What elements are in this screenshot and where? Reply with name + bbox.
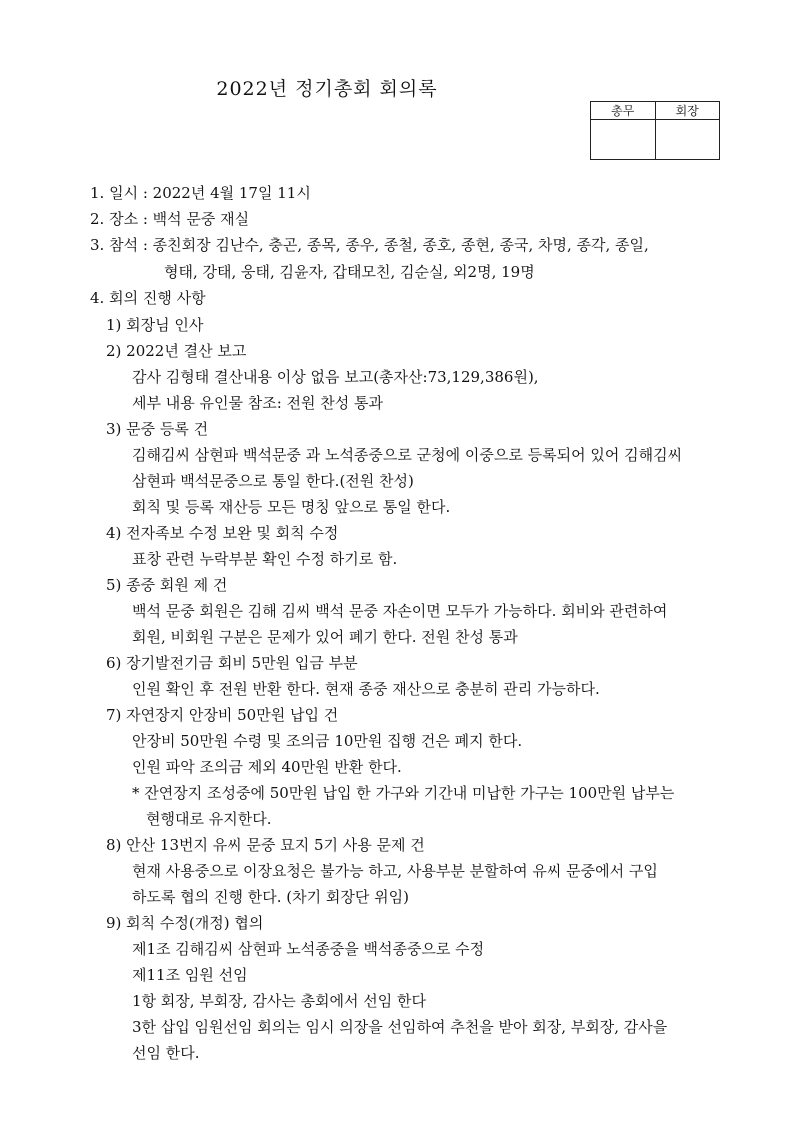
agenda-note-cont: 현행대로 유지한다. [146, 810, 272, 828]
approval-sign-treasurer [591, 120, 656, 160]
agenda-heading: 6) 장기발전기금 회비 5만원 입금 부분 [106, 654, 358, 672]
agenda-text: 안장비 50만원 수령 및 조의금 10만원 집행 건은 폐지 한다. [132, 732, 523, 750]
agenda-text: 백석 문중 회원은 김해 김씨 백석 문중 자손이면 모두가 가능하다. 회비와 관련하여 [132, 602, 668, 620]
agenda-text: 김해김씨 삼현파 백석문중 과 노석종중으로 군청에 이중으로 등록되어 있어 김해김씨 [132, 446, 683, 464]
agenda-text: 표창 관련 누락부분 확인 수정 하기로 함. [132, 550, 398, 568]
agenda-text: 인원 확인 후 전원 반환 한다. 현재 종중 재산으로 충분히 관리 가능하다. [132, 680, 600, 698]
item-place: 2. 장소 : 백석 문중 재실 [90, 210, 250, 228]
agenda-text: 현재 사용중으로 이장요청은 불가능 하고, 사용부분 분할하여 유씨 문중에서 구입 [132, 862, 658, 880]
agenda-text: 제1조 김해김씨 삼현파 노석종중을 백석종중으로 수정 [132, 940, 485, 958]
item-proceedings: 4. 회의 진행 사항 [90, 289, 206, 307]
agenda-text: 삼현파 백석문중으로 통일 한다.(전원 찬성) [132, 472, 414, 490]
agenda-text: 감사 김형태 결산내용 이상 없음 보고(총자산:73,129,386원), [132, 368, 539, 386]
agenda-heading: 5) 종중 회원 제 건 [106, 576, 228, 594]
agenda-text: 회칙 및 등록 재산등 모든 명칭 앞으로 통일 한다. [132, 498, 451, 516]
approval-label-treasurer: 총무 [591, 102, 656, 120]
agenda-text: 3한 삽입 임원선임 회의는 임시 의장을 선임하여 추천을 받아 회장, 부회장, 감사을 [132, 1018, 668, 1036]
agenda-note: * 잔연장지 조성중에 50만원 납입 한 가구와 기간내 미납한 가구는 100만원 납부는 [132, 784, 675, 802]
agenda-text: 선임 한다. [132, 1044, 200, 1062]
approval-box [590, 101, 720, 160]
agenda-heading: 9) 회칙 수정(개정) 협의 [106, 914, 264, 932]
agenda-text: 1항 회장, 부회장, 감사는 총회에서 선임 한다 [132, 992, 427, 1010]
agenda-heading: 8) 안산 13번지 유씨 문중 묘지 5기 사용 문제 건 [106, 836, 425, 854]
agenda-text: 인원 파악 조의금 제외 40만원 반환 한다. [132, 758, 402, 776]
item-date: 1. 일시 : 2022년 4월 17일 11시 [90, 184, 311, 202]
approval-label-president: 회장 [655, 102, 720, 120]
agenda-heading: 1) 회장님 인사 [106, 316, 204, 334]
agenda-heading: 3) 문중 등록 건 [106, 420, 209, 438]
agenda-text: 제11조 임원 선임 [132, 966, 248, 984]
page-title: 2022년 정기총회 회의록 [216, 78, 438, 100]
agenda-heading: 4) 전자족보 수정 보완 및 회칙 수정 [106, 524, 339, 542]
agenda-heading: 2) 2022년 결산 보고 [106, 342, 247, 360]
agenda-text: 회원, 비회원 구분은 문제가 있어 폐기 한다. 전원 찬성 통과 [132, 628, 518, 646]
item-attendees: 3. 참석 : 종친회장 김난수, 충곤, 종목, 종우, 종철, 종호, 종현, 종국, 차명, 종각, 종일, [90, 236, 649, 254]
item-attendees-cont: 형태, 강태, 웅태, 김윤자, 갑태모친, 김순실, 외2명, 19명 [164, 263, 535, 281]
agenda-text: 하도록 협의 진행 한다. (차기 회장단 위임) [132, 888, 409, 906]
agenda-heading: 7) 자연장지 안장비 50만원 납입 건 [106, 706, 339, 724]
approval-sign-president [655, 120, 720, 160]
agenda-text: 세부 내용 유인물 참조: 전원 찬성 통과 [132, 394, 384, 412]
